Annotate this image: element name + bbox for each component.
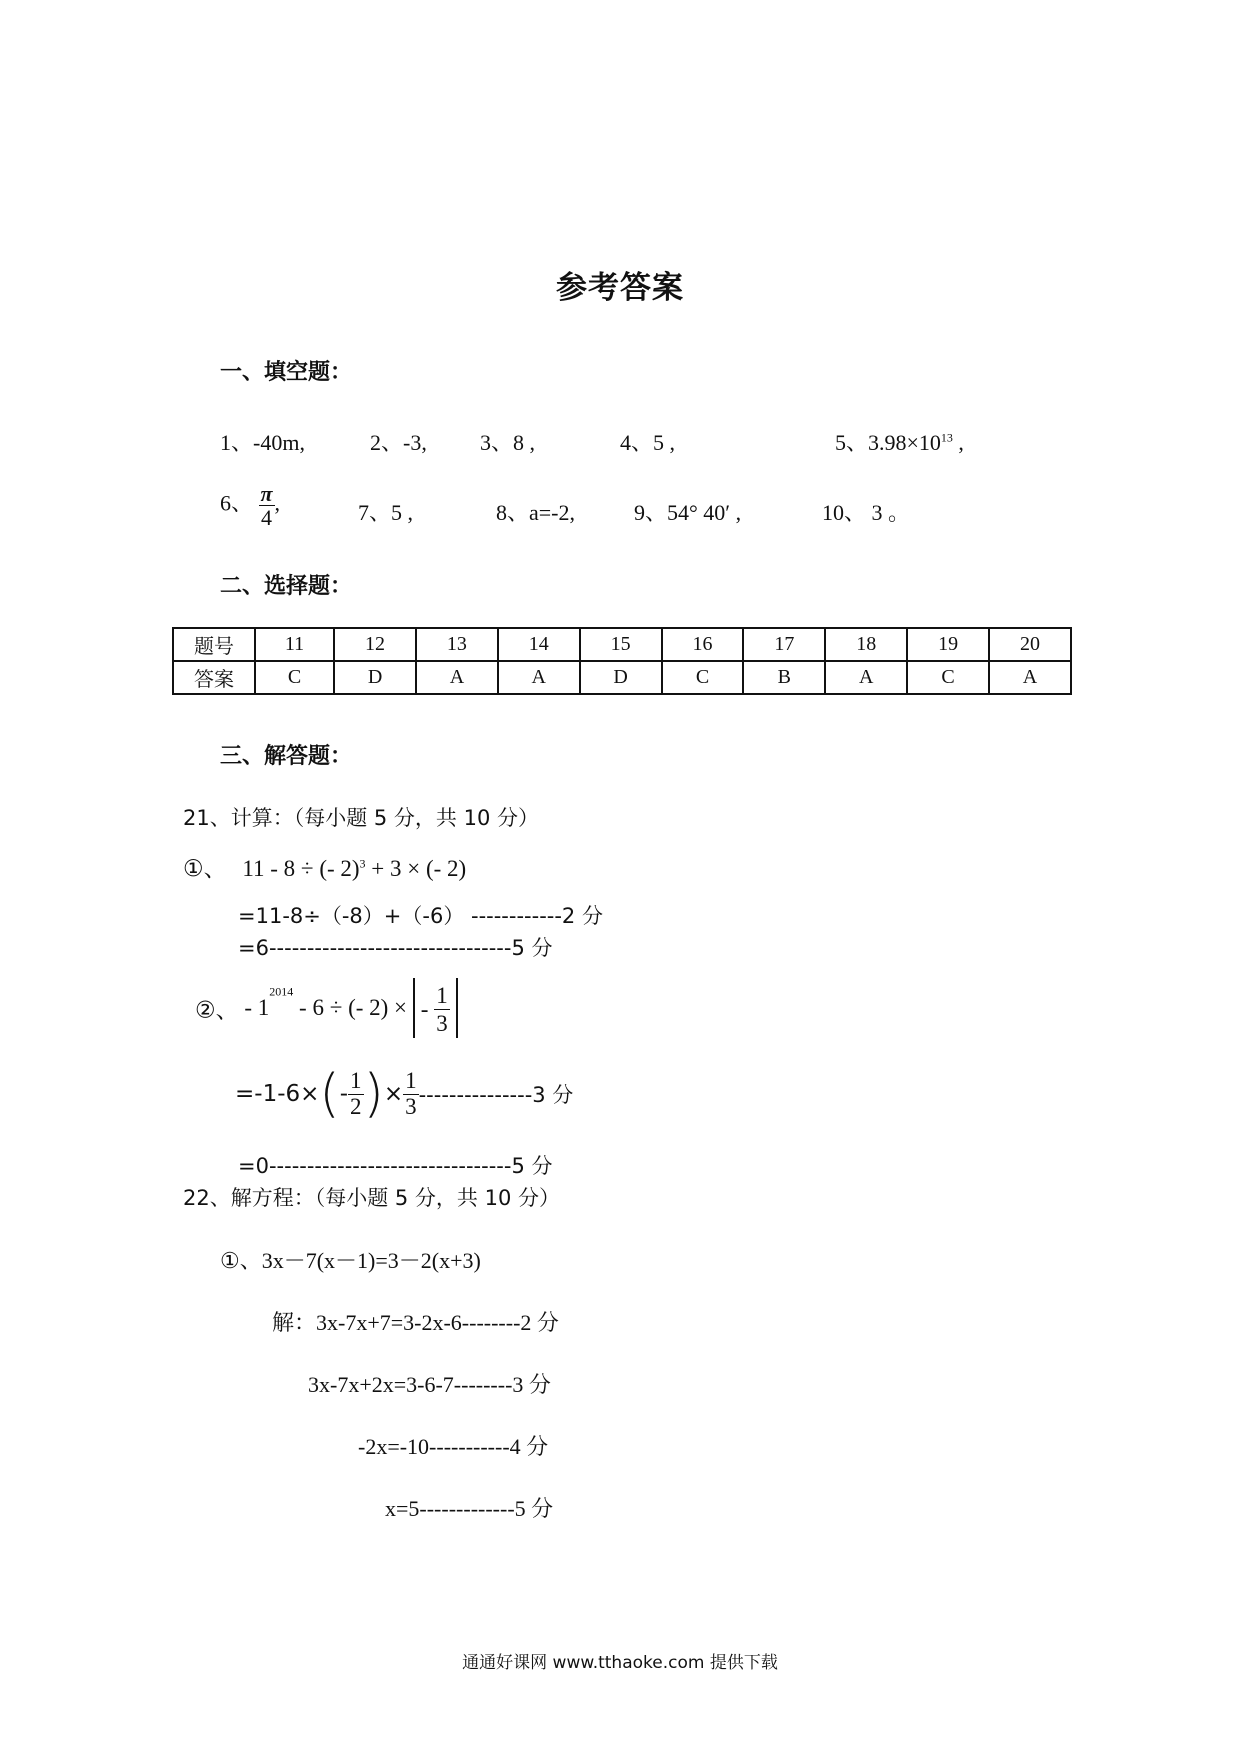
- fill-answer-10: 10、 3 。: [822, 500, 911, 525]
- answer-cell: A: [498, 661, 580, 694]
- fill-answer-6-prefix: 6、: [220, 490, 254, 516]
- fraction-numerator: 1: [405, 1068, 417, 1094]
- table-row-answers: [173, 661, 1071, 694]
- q21-part1-expr-b: (- 2): [319, 856, 360, 881]
- page-title: 参考答案: [556, 270, 684, 306]
- fill-answer-1: 1、-40m,: [220, 430, 305, 455]
- fill-answer-9: 9、54° 40′ ,: [634, 500, 742, 525]
- fraction-numerator: 1: [434, 982, 450, 1011]
- q21-part2-prefix: ②、: [195, 997, 239, 1024]
- question-number: 16: [662, 628, 744, 661]
- q21-part2-step1-times: ×: [383, 1081, 404, 1107]
- fill-answer-7: 7、5 ,: [358, 500, 414, 525]
- fill-answer-3: 3、8 ,: [480, 430, 536, 455]
- q21-part1-expression: [183, 850, 466, 883]
- question-number: 19: [907, 628, 989, 661]
- row-label-number: 题号: [173, 628, 255, 661]
- fill-answer-8: 8、a=-2,: [496, 500, 575, 525]
- table-row-numbers: [173, 628, 1071, 661]
- section-heading-solve: 三、解答题：: [220, 744, 353, 769]
- question-number: 14: [498, 628, 580, 661]
- fill-answer-6: [220, 482, 280, 529]
- q21-part2-step1-a: =-1-6×: [235, 1081, 320, 1107]
- question-number: 15: [580, 628, 662, 661]
- fraction-denominator: 3: [405, 1093, 417, 1119]
- answer-cell: A: [825, 661, 907, 694]
- q21-heading: 21、计算：（每小题 5 分，共 10 分）: [183, 806, 540, 830]
- fraction-numerator: π: [260, 481, 273, 506]
- row-label-answer: 答案: [173, 661, 255, 694]
- question-number: 18: [825, 628, 907, 661]
- answer-cell: A: [989, 661, 1071, 694]
- choice-answer-table: [172, 627, 1072, 695]
- q21-part2-exponent: 2014: [269, 984, 294, 999]
- fill-answer-2: 2、-3,: [370, 430, 427, 455]
- q21-part2-step1-sign: -: [339, 1081, 349, 1107]
- section-heading-choice: 二、选择题：: [220, 574, 353, 599]
- fill-answer-5-base: 5、3.98×10: [835, 430, 941, 455]
- answer-cell: C: [907, 661, 989, 694]
- q21-part2-expression: [195, 978, 458, 1038]
- q21-part2-step1-tail: ---------------3 分: [418, 1083, 574, 1107]
- answer-cell: D: [580, 661, 662, 694]
- fill-answer-5: [835, 426, 964, 457]
- question-number: 17: [743, 628, 825, 661]
- fill-answer-5-tail: ,: [952, 430, 964, 455]
- absolute-value: [413, 978, 458, 1038]
- q21-part1-step1: =11-8÷（-8）+（-6） ------------2 分: [238, 904, 603, 928]
- fraction-denominator: 3: [436, 1011, 448, 1037]
- q21-part2-expr-a: - 1: [244, 995, 270, 1020]
- fill-answer-6-fraction: [259, 482, 275, 529]
- absolute-value-fraction: [434, 982, 450, 1038]
- question-number: 20: [989, 628, 1071, 661]
- q22-solution-step4: x=5-------------5 分: [385, 1496, 554, 1521]
- answer-cell: C: [662, 661, 744, 694]
- q21-part2-expr-b: - 6 ÷ (- 2) ×: [293, 995, 413, 1020]
- page-footer: 通通好课网 www.tthaoke.com 提供下载: [462, 1653, 778, 1673]
- left-paren: (: [319, 1064, 340, 1124]
- fill-answer-6-tail: ,: [274, 490, 281, 516]
- question-number: 11: [255, 628, 334, 661]
- q21-part1-expr-a: 11 - 8 ÷: [242, 856, 320, 881]
- q21-part1-step2: =6--------------------------------5 分: [238, 936, 553, 960]
- fraction-denominator: 2: [350, 1093, 362, 1119]
- fill-answer-4: 4、5 ,: [620, 430, 676, 455]
- q22-part1-equation: ①、3x－7(x－1)=3－2(x+3): [220, 1248, 481, 1273]
- q21-part2-step1: [235, 1064, 573, 1124]
- fill-answer-5-exponent: 13: [940, 430, 953, 445]
- step1-fraction-1: [348, 1069, 364, 1118]
- fraction-numerator: 1: [350, 1068, 362, 1094]
- right-paren: ): [363, 1064, 384, 1124]
- q21-part2-step2: =0--------------------------------5 分: [238, 1154, 553, 1178]
- answer-cell: A: [416, 661, 498, 694]
- q21-part1-prefix: ①、: [183, 856, 227, 882]
- absolute-value-sign: -: [420, 996, 429, 1022]
- answer-cell: C: [255, 661, 334, 694]
- q21-part1-expr-c: + 3 × (- 2): [365, 856, 467, 881]
- question-number: 13: [416, 628, 498, 661]
- q22-solution-step2: 3x-7x+2x=3-6-7--------3 分: [308, 1372, 551, 1397]
- step1-fraction-2: [403, 1069, 419, 1118]
- question-number: 12: [334, 628, 416, 661]
- q22-solution-step1: 解：3x-7x+7=3-2x-6--------2 分: [272, 1310, 559, 1335]
- q22-heading: 22、解方程：（每小题 5 分，共 10 分）: [183, 1186, 561, 1210]
- section-heading-fill: 一、填空题：: [220, 360, 353, 385]
- q22-solution-step3: -2x=-10-----------4 分: [358, 1434, 549, 1459]
- fraction-denominator: 4: [261, 505, 273, 531]
- answer-cell: D: [334, 661, 416, 694]
- answer-cell: B: [743, 661, 825, 694]
- q21-part1-exponent: 3: [359, 856, 366, 871]
